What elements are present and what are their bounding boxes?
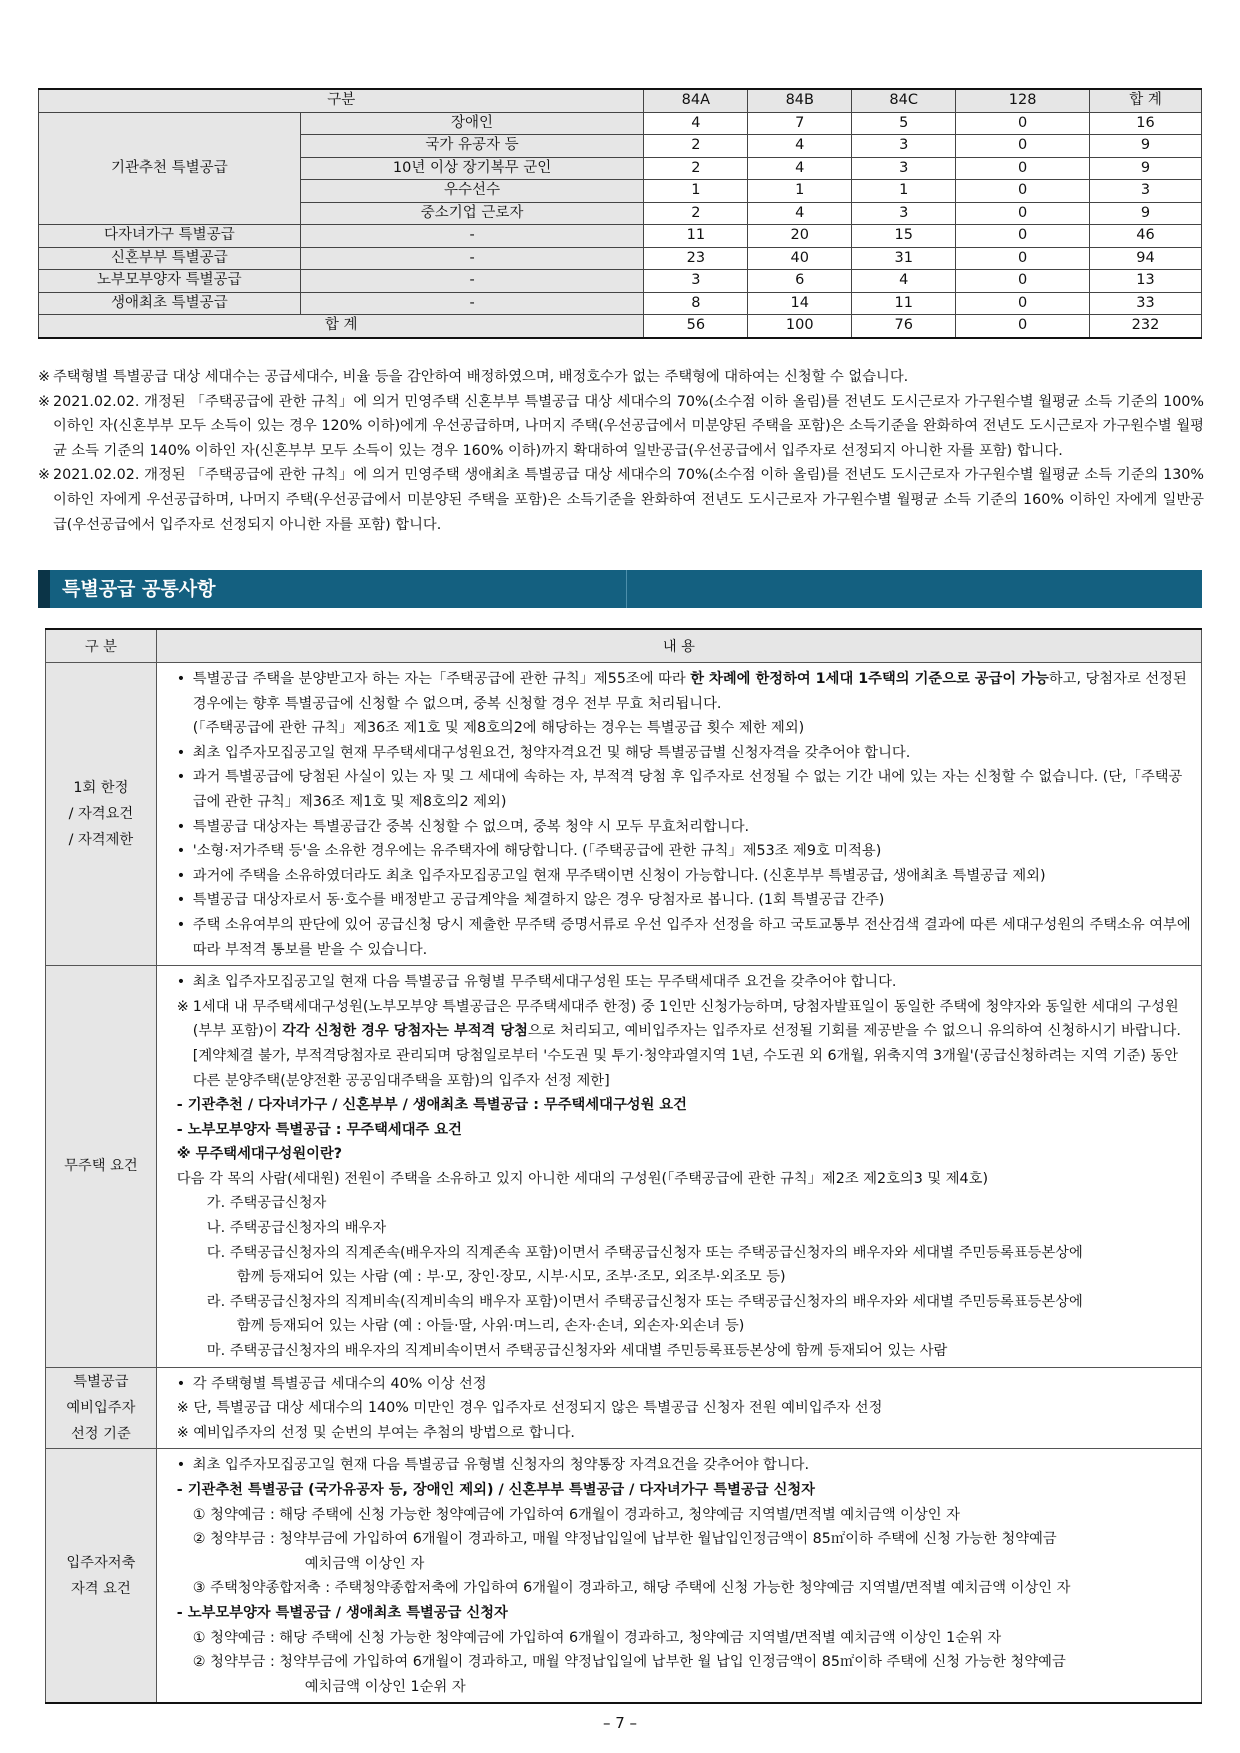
text: 과거에 주택을 소유하였더라도 최초 입주자모집공고일 현재 무주택이면 신청이 가능합니다. (신혼부부 특별공급, 생애최초 특별공급 제외) — [192, 867, 1046, 884]
bullet-item — [177, 741, 1193, 766]
cell: 0 — [956, 225, 1090, 248]
text-line: - 노부모부양자 특별공급 / 생애최초 특별공급 신청자 — [176, 1604, 508, 1621]
row-label: 생애최초 특별공급 — [39, 292, 301, 315]
cell: 0 — [956, 270, 1090, 293]
bullet: • — [176, 671, 186, 687]
cell: 3 — [852, 135, 956, 158]
cell: 6 — [748, 270, 852, 293]
group-institution: 기관추천 특별공급 — [39, 112, 301, 225]
cell: 1 — [748, 180, 852, 203]
cell: 100 — [748, 315, 852, 338]
cell: 46 — [1090, 225, 1202, 248]
row-content — [156, 1367, 1201, 1449]
bullet-item — [177, 839, 1193, 864]
text: 특별공급 대상자는 특별공급간 중복 신청할 수 없으며, 중복 청약 시 모두 무효처리합니다. — [192, 818, 750, 835]
cell: 0 — [956, 157, 1090, 180]
cell: 15 — [852, 225, 956, 248]
text: 특별공급 주택을 분양받고자 하는 자는「주택공급에 관한 규칙」제55조에 따라 — [192, 671, 691, 687]
header-84a: 84A — [644, 89, 748, 112]
bullet-item — [177, 1453, 1193, 1478]
sub-label: - — [300, 270, 644, 293]
bullet: • — [176, 1375, 186, 1392]
cell: 7 — [748, 112, 852, 135]
header-total: 합 계 — [1090, 89, 1202, 112]
cat-line: 자격 요건 — [71, 1580, 131, 1597]
section-bar-accent — [38, 570, 50, 608]
cell: 9 — [1090, 202, 1202, 225]
bullet: • — [176, 974, 186, 991]
info-row-reserve — [46, 1367, 1202, 1449]
cell: 9 — [1090, 157, 1202, 180]
cell: 4 — [748, 135, 852, 158]
info-header-row — [46, 629, 1202, 663]
text-line: - 노부모부양자 특별공급 : 무주택세대주 요건 — [176, 1121, 462, 1138]
cell: 5 — [852, 112, 956, 135]
bullet-item — [177, 913, 1193, 962]
cell: 23 — [644, 247, 748, 270]
row-category — [46, 663, 157, 966]
bullet-item — [177, 815, 1193, 840]
row-category — [46, 1367, 157, 1449]
list-item: ② 청약부금 : 청약부금에 가입하여 6개월이 경과하고, 매월 약정납입일에 납부한 월 납입 인정금액이 85㎡이하 주택에 신청 가능한 청약예금 — [192, 1654, 1066, 1671]
sub-label: - — [300, 292, 644, 315]
cell: 0 — [956, 315, 1090, 338]
note-mark: ※ — [38, 467, 50, 484]
bullet: • — [176, 818, 186, 835]
info-row-no-house — [46, 966, 1202, 1368]
bullet: • — [176, 843, 186, 860]
bullet-item — [177, 888, 1193, 913]
note-mark: ※ — [176, 998, 189, 1015]
text: '소형·저가주택 등'을 소유한 경우에는 유주택자에 해당합니다. (「주택공급에 관한 규칙」제53조 제9호 미적용) — [192, 843, 882, 860]
section-header — [38, 570, 1202, 608]
cat-line: / 자격제한 — [68, 832, 134, 849]
text-line: - 기관추천 / 다자녀가구 / 신혼부부 / 생애최초 특별공급 : 무주택세대구성원 요건 — [176, 1097, 687, 1114]
text: 하고, 당첨자로 선정된 경우에는 향후 특별공급에 신청할 수 없으며, 중복 신청할 경우 전부 무효 처리됩니다. — [192, 671, 1187, 712]
cat-line: 선정 기준 — [71, 1426, 131, 1443]
section-bar-divider — [626, 570, 627, 608]
cell: 76 — [852, 315, 956, 338]
list-item: ① 청약예금 : 해당 주택에 신청 가능한 청약예금에 가입하여 6개월이 경과하고, 청약예금 지역별/면적별 예치금액 이상인 1순위 자 — [192, 1629, 1002, 1646]
bullet: • — [176, 892, 186, 909]
note-mark: ※ — [38, 369, 50, 385]
list-item: 예치금액 이상인 자 — [304, 1555, 425, 1572]
sub-label: - — [300, 225, 644, 248]
cell: 1 — [644, 180, 748, 203]
bullet-item — [177, 970, 1193, 995]
bullet: • — [176, 867, 186, 884]
cell: 8 — [644, 292, 748, 315]
list-item: 나. 주택공급신청자의 배우자 — [206, 1220, 387, 1237]
text-line: ※ 예비입주자의 선정 및 순번의 부여는 추첨의 방법으로 합니다. — [176, 1424, 575, 1441]
sub-label: - — [300, 247, 644, 270]
list-item: ① 청약예금 : 해당 주택에 신청 가능한 청약예금에 가입하여 6개월이 경과하고, 청약예금 지역별/면적별 예치금액 이상인 자 — [192, 1506, 960, 1523]
bullet-item — [177, 667, 1193, 716]
note-text: 주택형별 특별공급 대상 세대수는 공급세대수, 비율 등을 감안하여 배정하였으며, 배정호수가 없는 주택형에 대하여는 신청할 수 없습니다. — [53, 369, 909, 385]
text: 1세대 내 무주택세대구성원(노부모부양 특별공급은 무주택세대주 한정) 중 1인만 신청가능하며, 당첨자발표일이 동일한 주택에 청약자와 동일한 세대의 구성원(부부 포함)이 — [192, 998, 1179, 1040]
bullet: • — [176, 769, 186, 786]
row-content — [156, 1449, 1201, 1703]
text: 최초 입주자모집공고일 현재 다음 특별공급 유형별 무주택세대구성원 또는 무주택세대주 요건을 갖추어야 합니다. — [192, 974, 897, 991]
list-item: ② 청약부금 : 청약부금에 가입하여 6개월이 경과하고, 매월 약정납입일에 납부한 월납입인정금액이 85㎡이하 주택에 신청 가능한 청약예금 — [192, 1531, 1057, 1548]
table-row — [39, 225, 1202, 248]
cell: 20 — [748, 225, 852, 248]
notes-block — [38, 365, 1204, 537]
row-content — [156, 663, 1201, 966]
bullet: • — [176, 916, 186, 933]
table-row — [39, 112, 1202, 135]
cell: 0 — [956, 112, 1090, 135]
text: 최초 입주자모집공고일 현재 다음 특별공급 유형별 신청자의 청약통장 자격요건을 갖추어야 합니다. — [192, 1457, 810, 1474]
text-line: ※ 무주택세대구성원이란? — [176, 1146, 343, 1163]
cell: 33 — [1090, 292, 1202, 315]
cell: 31 — [852, 247, 956, 270]
note-text: 2021.02.02. 개정된 「주택공급에 관한 규칙」에 의거 민영주택 생애최초 특별공급 대상 세대수의 70%(소수점 이하 올림)를 전년도 도시근로자 가구원수별 월평균 소득 기준의 130% 이하인 자에게 우선공급하며, 나머지 주택(우선공급에서 미분양된 주택을 포함)은 소득기준을 완화하여 전년도 도시근로자 가구원수별 월평균 소득 기준의 160% 이하인 자에게 일반공급(우선공급에서 입주자로 선정되지 아니한 자를 포함) 합니다. — [53, 467, 1204, 533]
note-text: 2021.02.02. 개정된 「주택공급에 관한 규칙」에 의거 민영주택 신혼부부 특별공급 대상 세대수의 70%(소수점 이하 올림)를 전년도 도시근로자 가구원수별 월평균 소득 기준의 100% 이하인 자(신혼부부 모두 소득이 있는 경우 120% 이하)에게 우선공급하며, 나머지 주택(우선공급에서 미분양된 주택을 포함)은 소득기준을 완화하여 전년도 도시근로자 가구원수별 월평균 소득 기준의 140% 이하인 자(신혼부부 모두 소득이 있는 경우 160% 이하)까지 확대하여 일반공급(우선공급에서 입주자로 선정되지 아니한 자를 포함) 합니다. — [53, 393, 1204, 459]
cell: 2 — [644, 135, 748, 158]
cell: 11 — [644, 225, 748, 248]
cell: 3 — [852, 202, 956, 225]
cell: 4 — [644, 112, 748, 135]
cell: 0 — [956, 202, 1090, 225]
sub-label: 중소기업 근로자 — [300, 202, 644, 225]
total-label: 합 계 — [39, 315, 644, 338]
note-item — [38, 463, 1204, 537]
section-title: 특별공급 공통사항 — [62, 578, 216, 600]
text: 특별공급 대상자로서 동·호수를 배정받고 공급계약을 체결하지 않은 경우 당첨자로 봅니다. (1회 특별공급 간주) — [192, 892, 885, 909]
sub-label: 국가 유공자 등 — [300, 135, 644, 158]
table-row — [39, 247, 1202, 270]
cell: 0 — [956, 247, 1090, 270]
cell: 4 — [748, 202, 852, 225]
text-line: 다음 각 목의 사람(세대원) 전원이 주택을 소유하고 있지 아니한 세대의 구성원(「주택공급에 관한 규칙」제2조 제2호의3 및 제4호) — [176, 1170, 989, 1187]
list-item: ③ 주택청약종합저축 : 주택청약종합저축에 가입하여 6개월이 경과하고, 해당 주택에 신청 가능한 청약예금 지역별/면적별 예치금액 이상인 자 — [192, 1580, 1071, 1597]
cell: 4 — [748, 157, 852, 180]
text-line: (「주택공급에 관한 규칙」제36조 제1호 및 제8호의2에 해당하는 경우는 특별공급 횟수 제한 제외) — [192, 720, 805, 737]
list-item: 다. 주택공급신청자의 직계존속(배우자의 직계존속 포함)이면서 주택공급신청자 또는 주택공급신청자의 배우자와 세대별 주민등록표등본상에 — [206, 1244, 1083, 1261]
table-row — [39, 292, 1202, 315]
text: 주택 소유여부의 판단에 있어 공급신청 당시 제출한 무주택 증명서류로 우선 입주자 선정을 하고 국토교통부 전산검색 결과에 따른 세대구성원의 주택소유 여부에 따라 부적격 통보를 받을 수 있습니다. — [192, 916, 1191, 958]
text: 최초 입주자모집공고일 현재 무주택세대구성원요건, 청약자격요건 및 해당 특별공급별 신청자격을 갖추어야 합니다. — [192, 744, 911, 761]
list-item: 함께 등재되어 있는 사람 (예 : 부·모, 장인·장모, 시부·시모, 조부·조모, 외조부·외조모 등) — [236, 1269, 786, 1286]
bullet-item — [177, 1372, 1193, 1397]
cat-line: 입주자저축 — [66, 1554, 136, 1571]
cell: 3 — [852, 157, 956, 180]
row-label: 다자녀가구 특별공급 — [39, 225, 301, 248]
cell: 9 — [1090, 135, 1202, 158]
text: 각 주택형별 특별공급 세대수의 40% 이상 선정 — [192, 1375, 487, 1392]
cell: 11 — [852, 292, 956, 315]
cell: 0 — [956, 135, 1090, 158]
cell: 4 — [852, 270, 956, 293]
row-label: 노부모부양자 특별공급 — [39, 270, 301, 293]
text-line: - 기관추천 특별공급 (국가유공자 등, 장애인 제외) / 신혼부부 특별공급 / 다자녀가구 특별공급 신청자 — [176, 1482, 815, 1498]
cat-line: 특별공급 — [73, 1374, 129, 1391]
cell: 2 — [644, 202, 748, 225]
cat-line: 1회 한정 — [73, 780, 129, 797]
text-line: ※ 단, 특별공급 대상 세대수의 140% 미만인 경우 입주자로 선정되지 않은 특별공급 신청자 전원 예비입주자 선정 — [176, 1400, 883, 1417]
row-content — [156, 966, 1201, 1368]
bullet-item — [177, 765, 1193, 814]
info-header-category: 구 분 — [46, 629, 157, 663]
cell: 1 — [852, 180, 956, 203]
cell: 0 — [956, 180, 1090, 203]
cell: 56 — [644, 315, 748, 338]
cell: 0 — [956, 292, 1090, 315]
row-category — [46, 1449, 157, 1703]
common-info-table — [45, 628, 1202, 1704]
cat-line: / 자격요건 — [68, 806, 134, 823]
cell: 13 — [1090, 270, 1202, 293]
info-header-content: 내 용 — [156, 629, 1201, 663]
sub-label: 10년 이상 장기복무 군인 — [300, 157, 644, 180]
table-row — [39, 270, 1202, 293]
emphasis-text: 한 차례에 한정하여 1세대 1주택의 기준으로 공급이 가능 — [690, 671, 1049, 687]
allocation-table — [38, 88, 1202, 339]
sub-label: 우수선수 — [300, 180, 644, 203]
header-category: 구분 — [39, 89, 644, 112]
cat-line: 예비입주자 — [66, 1400, 136, 1417]
list-item: 함께 등재되어 있는 사람 (예 : 아들·딸, 사위·며느리, 손자·손녀, 외손자·외손녀 등) — [236, 1318, 745, 1335]
cell: 40 — [748, 247, 852, 270]
text: 과거 특별공급에 당첨된 사실이 있는 자 및 그 세대에 속하는 자, 부적격 당첨 후 입주자로 선정될 수 없는 기간 내에 있는 자는 신청할 수 없습니다. (단,「주택공급에 관한 규칙」제36조 제1호 및 제8호의2 제외) — [192, 769, 1183, 810]
cell: 94 — [1090, 247, 1202, 270]
cell: 2 — [644, 157, 748, 180]
header-128: 128 — [956, 89, 1090, 112]
allocation-header-row — [39, 89, 1202, 112]
cell: 3 — [1090, 180, 1202, 203]
list-item: 라. 주택공급신청자의 직계비속(직계비속의 배우자 포함)이면서 주택공급신청자 또는 주택공급신청자의 배우자와 세대별 주민등록표등본상에 — [206, 1293, 1083, 1310]
list-item: 마. 주택공급신청자의 배우자의 직계비속이면서 주택공급신청자와 세대별 주민등록표등본상에 함께 등재되어 있는 사람 — [206, 1343, 948, 1360]
cell: 3 — [644, 270, 748, 293]
note-mark: ※ — [38, 393, 50, 410]
list-item: 가. 주택공급신청자 — [206, 1195, 327, 1212]
row-label: 신혼부부 특별공급 — [39, 247, 301, 270]
header-84c: 84C — [852, 89, 956, 112]
note-item — [38, 390, 1204, 464]
note-item — [177, 995, 1193, 1093]
info-row-savings — [46, 1449, 1202, 1703]
row-category: 무주택 요건 — [46, 966, 157, 1368]
bullet: • — [176, 1457, 186, 1474]
emphasis-text: 각각 신청한 경우 당첨자는 부적격 당첨 — [282, 1023, 528, 1040]
header-84b: 84B — [748, 89, 852, 112]
bullet-item — [177, 864, 1193, 889]
cell: 16 — [1090, 112, 1202, 135]
page-number: – 7 – — [602, 1714, 638, 1732]
bullet: • — [176, 744, 186, 761]
list-item: 예치금액 이상인 1순위 자 — [304, 1678, 466, 1695]
info-row-eligibility — [46, 663, 1202, 966]
note-item — [38, 365, 1204, 390]
sub-label: 장애인 — [300, 112, 644, 135]
total-row — [39, 315, 1202, 338]
text: 으로 처리되고, 예비입주자는 입주자로 선정될 기회를 제공받을 수 없으니 유의하여 신청하시기 바랍니다. [계약체결 불가, 부적격당첨자로 관리되며 당첨일로부터 '수도권 및 투기·청약과열지역 1년, 수도권 외 6개월, 위축지역 3개월'(공급신청하려는 지역 기준) 동안 다른 분양주택(분양전환 공공임대주택을 포함)의 입주자 선정 제한] — [192, 1023, 1181, 1089]
cell: 14 — [748, 292, 852, 315]
cell: 232 — [1090, 315, 1202, 338]
